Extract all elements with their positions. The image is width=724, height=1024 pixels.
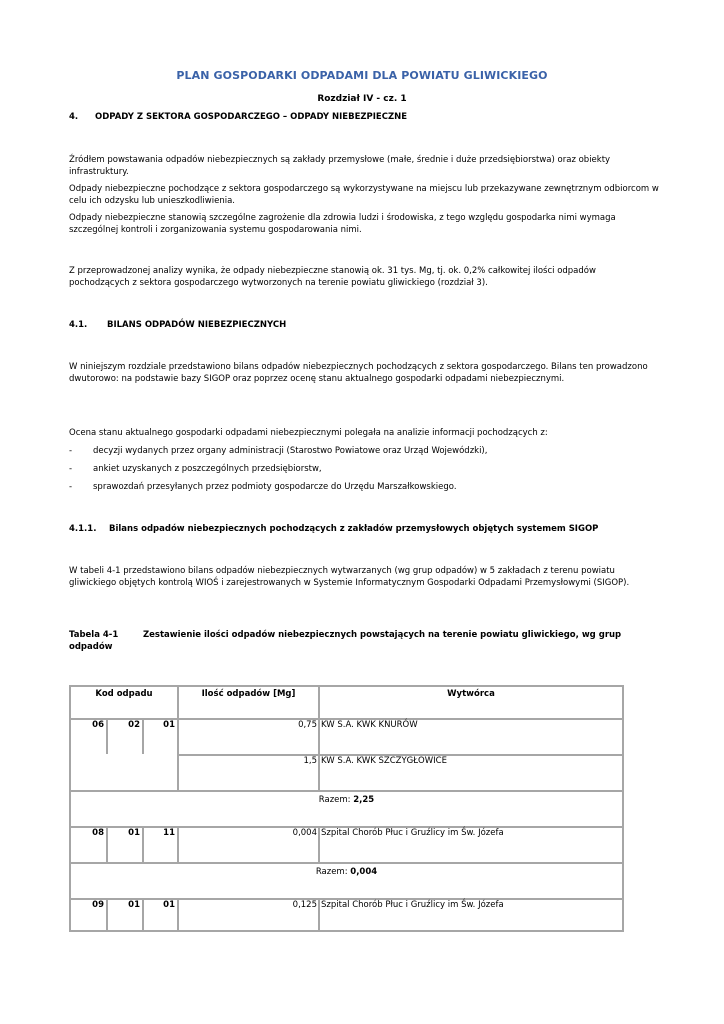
code-part: 01 [128,828,140,838]
producer-cell: KW S.A. KWK SZCZYGŁOWICE [321,756,447,766]
paragraph: Odpady niebezpieczne pochodzące z sektora gospodarczego są wykorzystywane na miejscu lub przekazywane zewnętrznym odbiorcom w celu ich odzysku lub unieszkodliwienia. [69,184,659,206]
col-divider [318,687,320,790]
total-row [71,867,622,878]
row-divider [71,790,622,792]
total-label: Razem: [315,867,351,877]
section-number: 4.1.1. [69,524,97,534]
producer-cell: KW S.A. KWK KNURÓW [321,720,418,730]
code-part: 06 [92,720,104,730]
amount-cell: 0,75 [298,720,317,730]
paragraph: Odpady niebezpieczne stanowią szczególne zagrożenie dla zdrowia ludzi i środowiska, z tego względu gospodarka nimi wymaga szczególnej kontroli i zorganizowania systemu gospodarowania nimi. [69,213,616,235]
bullet-marker: - [69,446,73,456]
list-item-text: sprawozdań przesyłanych przez podmioty gospodarcze do Urzędu Marszałkowskiego. [93,482,457,492]
row-divider [71,862,622,864]
section-number: 4. [69,112,79,122]
col-divider [318,898,320,930]
amount-cell: 0,004 [292,828,317,838]
table-caption-label: Tabela 4-1 [69,630,119,640]
section-4-1-heading [69,320,669,332]
code-part: 01 [163,720,175,730]
header-producer: Wytwórca [447,689,495,699]
amount-cell: 1,5 [303,756,317,766]
total-label: Razem: [318,795,354,805]
code-part: 01 [128,900,140,910]
section-number: 4.1. [69,320,88,330]
col-divider [318,826,320,862]
producer-cell: Szpital Chorób Płuc i Gruźlicy im Św. Józefa [321,828,504,838]
bullet-marker: - [69,482,73,492]
paragraph: Z przeprowadzonej analizy wynika, że odpady niebezpieczne stanowią ok. 31 tys. Mg, tj. ok. 0,2% całkowitej ilości odpadów pochodzących z sektora gospodarczego wytworzonych na terenie powiatu gliwickiego (rozdział 3). [69,266,596,288]
code-part: 11 [163,828,175,838]
total-value: 0,004 [350,867,378,877]
list-item-text: decyzji wydanych przez organy administracji (Starostwo Powiatowe oraz Urząd Wojewódzki), [93,446,488,456]
section-title: ODPADY Z SEKTORA GOSPODARCZEGO – ODPADY NIEBEZPIECZNE [95,112,408,122]
paragraph: Ocena stanu aktualnego gospodarki odpadami niebezpiecznymi polegała na analizie informacji pochodzących z: [69,428,548,438]
section-4-1-1-heading [69,524,669,536]
list-item [69,482,659,494]
list-item-text: ankiet uzyskanych z poszczególnych przedsiębiorstw, [93,464,322,474]
header-amount: Ilość odpadów [Mg] [201,689,296,699]
total-value: 2,25 [353,795,375,805]
paragraph: Źródłem powstawania odpadów niebezpiecznych są zakłady przemysłowe (małe, średnie i duże przedsiębiorstwa) oraz obiekty infrastruktury. [69,155,611,177]
paragraph: W tabeli 4-1 przedstawiono bilans odpadów niebezpiecznych wytwarzanych (wg grup odpadów) w 5 zakładach z terenu powiatu gliwickiego objętych kontrolą WIOŚ i zarejestrowanych w Systemie Informatycznym Gospodarki Odpadami Przemysłowymi (SIGOP). [69,566,630,588]
section-title: Bilans odpadów niebezpiecznych pochodzących z zakładów przemysłowych objętych systemem SIGOP [109,524,599,534]
total-row [71,795,622,806]
list-item [69,446,659,458]
chapter-label: Rozdział IV - cz. 1 [317,94,407,104]
list-item [69,464,659,476]
section-title: BILANS ODPADÓW NIEBEZPIECZNYCH [107,320,287,330]
table-caption-text: Zestawienie ilości odpadów niebezpiecznych powstających na terenie powiatu gliwickiego, wg grup odpadów [69,630,622,652]
producer-cell: Szpital Chorób Płuc i Gruźlicy im Św. Józefa [321,900,504,910]
waste-table [69,685,624,932]
bullet-marker: - [69,464,73,474]
code-part: 02 [128,720,140,730]
table-caption [69,630,659,654]
paragraph: W niniejszym rozdziale przedstawiono bilans odpadów niebezpiecznych pochodzących z sektora gospodarczego. Bilans ten prowadzono dwutorowo: na podstawie bazy SIGOP oraz poprzez ocenę stanu aktualnego gospodarki odpadami niebezpiecznymi. [69,362,648,384]
header-code: Kod odpadu [95,689,153,699]
section-4-heading [69,112,669,124]
amount-cell: 0,125 [292,900,317,910]
code-part: 09 [92,900,104,910]
code-part: 01 [163,900,175,910]
code-part: 08 [92,828,104,838]
document-title: PLAN GOSPODARKI ODPADAMI DLA POWIATU GLIWICKIEGO [176,69,548,82]
